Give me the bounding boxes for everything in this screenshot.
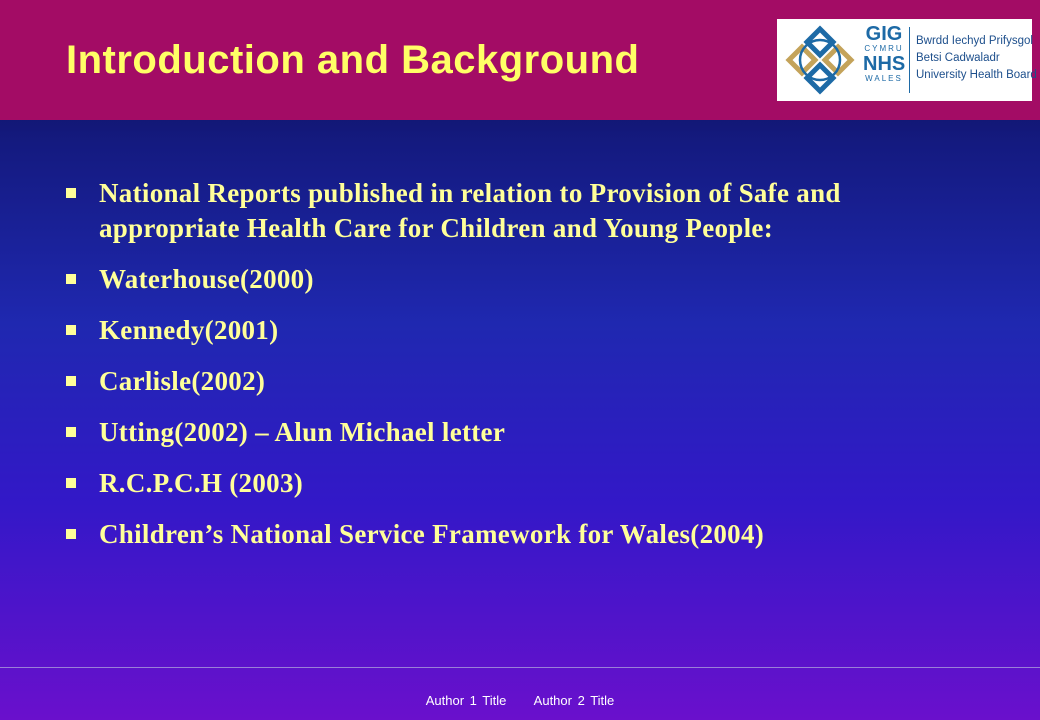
- bullet-text: Carlisle(2002): [99, 366, 266, 396]
- slide-title: Introduction and Background: [66, 38, 640, 82]
- footer-author-1: Author 1 Title: [425, 693, 507, 708]
- footer-divider: [0, 667, 1040, 668]
- logo-gig: GIG: [865, 23, 903, 45]
- bullet-item: [64, 176, 964, 246]
- bullet-item: [64, 466, 964, 501]
- logo-line-3: University Health Board: [916, 69, 1037, 81]
- bullet-item: [64, 364, 964, 399]
- celtic-knot-icon: [785, 25, 855, 95]
- title-banner: [0, 0, 1040, 120]
- bullet-list: [64, 176, 964, 568]
- square-bullet-icon: [66, 529, 76, 539]
- gig-cymru-nhs-wales-mark: [863, 24, 905, 84]
- square-bullet-icon: [66, 188, 76, 198]
- square-bullet-icon: [66, 376, 76, 386]
- bullet-text: Children’s National Service Framework for Wales(2004): [99, 519, 765, 549]
- logo-wales: WALES: [865, 74, 903, 83]
- bullet-item: [64, 415, 964, 450]
- bullet-item: [64, 517, 964, 552]
- bullet-item: [64, 313, 964, 348]
- bullet-text: Kennedy(2001): [99, 315, 279, 345]
- footer-author-2: Author 2 Title: [533, 693, 615, 708]
- slide-footer: [0, 693, 1040, 708]
- bullet-text: R.C.P.C.H (2003): [99, 468, 304, 498]
- health-board-logo: [777, 19, 1037, 101]
- bullet-item: [64, 262, 964, 297]
- logo-divider: [909, 27, 910, 93]
- bullet-text: National Reports published in relation to Provision of Safe and appropriate Health Care for Children and Young People:: [99, 178, 841, 243]
- square-bullet-icon: [66, 274, 76, 284]
- square-bullet-icon: [66, 478, 76, 488]
- bullet-text: Utting(2002) – Alun Michael letter: [99, 417, 506, 447]
- logo-line-1: Bwrdd Iechyd Prifysgol: [916, 35, 1033, 47]
- logo-nhs: NHS: [863, 53, 906, 75]
- logo-cymru: CYMRU: [864, 44, 904, 53]
- logo-board-name: [916, 33, 1037, 84]
- bullet-text: Waterhouse(2000): [99, 264, 314, 294]
- square-bullet-icon: [66, 427, 76, 437]
- logo-line-2: Betsi Cadwaladr: [916, 52, 1000, 64]
- square-bullet-icon: [66, 325, 76, 335]
